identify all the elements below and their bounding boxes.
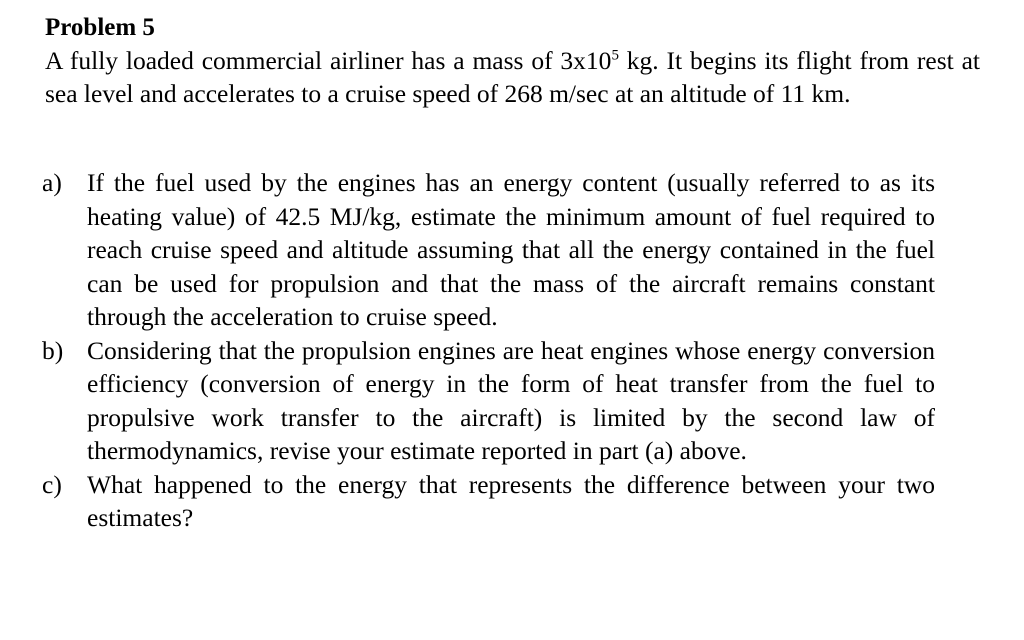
mass-exponent: 5	[611, 47, 619, 64]
problem-statement	[45, 44, 980, 110]
part-a-text: If the fuel used by the engines has an energy content (usually referred to as its heating value) of 42.5 MJ/kg, estimate the minimum amount of fuel required to reach cruise speed and altitude assuming that all the energy contained in the fuel can be used for propulsion and that the mass of the aircraft remains constant through the acceleration to cruise speed.	[87, 168, 935, 331]
part-c-label: c)	[42, 469, 62, 499]
problem-title: Problem 5	[45, 14, 155, 41]
part-b-label: b)	[42, 335, 64, 365]
part-c-text: What happened to the energy that represents the difference between your two estimates?	[87, 469, 935, 532]
part-b-text: Considering that the propulsion engines are heat engines whose energy conversion efficiency (conversion of energy in the form of heat transfer from the fuel to propulsive work transfer to the aircraft) is limited by the second law of thermodynamics, revise your estimate reported in part (a) above.	[87, 335, 935, 465]
problem-statement-text-1: A fully loaded commercial airliner has a mass of 3x10	[45, 46, 612, 75]
problem-parts-list	[42, 166, 935, 535]
part-b	[42, 334, 935, 468]
part-c	[42, 468, 935, 535]
part-a-label: a)	[42, 168, 62, 197]
problem-document	[45, 12, 980, 110]
part-a	[42, 166, 935, 334]
problem-statement-text-2: kg. It begins its flight from rest at sea level and accelerates to a cruise speed of 268 m/sec at an altitude of 11 km.	[45, 46, 980, 108]
